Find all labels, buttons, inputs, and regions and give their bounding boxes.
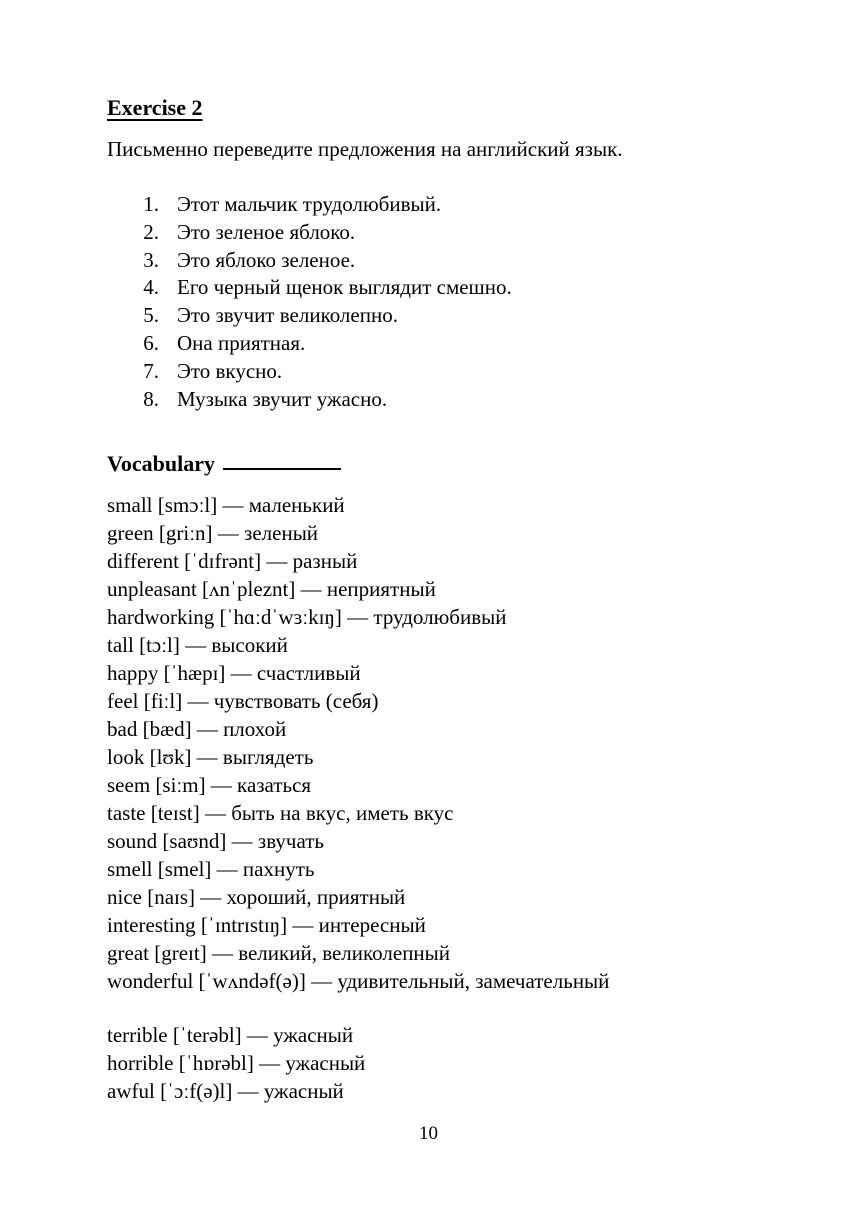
list-item: 5. Это звучит великолепно. [143, 303, 398, 328]
vocabulary-entry: look [lʊk] — выглядеть [107, 745, 314, 769]
vocabulary-entry: green [griːn] — зеленый [107, 521, 319, 545]
list-item: 6. Она приятная. [143, 330, 306, 355]
vocabulary-entry: terrible [ˈterəbl] — ужасный [107, 1023, 354, 1047]
list-item: 2. Это зеленое яблоко. [143, 219, 356, 244]
vocabulary-entry: nice [naɪs] — хороший, приятный [107, 885, 406, 909]
vocabulary-entry: smell [smel] — пахнуть [107, 857, 315, 881]
vocabulary-entry: taste [teɪst] — быть на вкус, иметь вкус [107, 801, 454, 825]
vocabulary-entry: wonderful [ˈwʌndəf(ə)] — удивительный, замечательный [107, 969, 610, 993]
vocabulary-list-2 [107, 1021, 365, 1105]
vocabulary-entry: interesting [ˈɪntrɪstɪŋ] — интересный [107, 913, 426, 937]
list-item: 3. Это яблоко зеленое. [143, 247, 356, 272]
vocabulary-list [107, 491, 609, 995]
vocabulary-entry: sound [saʊnd] — звучать [107, 829, 325, 853]
vocabulary-entry: horrible [ˈhɒrəbl] — ужасный [107, 1051, 366, 1075]
vocabulary-entry: seem [siːm] — казаться [107, 773, 312, 797]
page-number: 10 [419, 1123, 438, 1144]
vocabulary-title: Vocabulary [107, 450, 341, 478]
vocabulary-entry: tall [tɔːl] — высокий [107, 633, 288, 657]
vocabulary-entry: bad [bæd] — плохой [107, 717, 287, 741]
vocabulary-entry: happy [ˈhæpɪ] — счастливый [107, 661, 361, 685]
list-item: 8. Музыка звучит ужасно. [143, 386, 388, 411]
vocabulary-entry: awful [ˈɔːf(ə)l] — ужасный [107, 1079, 344, 1103]
vocabulary-underline-rule [223, 467, 341, 470]
exercise-title: Exercise 2 [107, 95, 203, 120]
exercise-instruction: Письменно переведите предложения на английский язык. [107, 137, 623, 161]
vocabulary-entry: small [smɔːl] — маленький [107, 493, 345, 517]
list-item: 4. Его черный щенок выглядит смешно. [143, 275, 512, 300]
vocabulary-entry: different [ˈdɪfrənt] — разный [107, 549, 358, 573]
vocabulary-entry: feel [fiːl] — чувствовать (себя) [107, 689, 379, 713]
list-item: 7. Это вкусно. [143, 358, 283, 383]
vocabulary-entry: hardworking [ˈhɑːdˈwɜːkɪŋ] — трудолюбивый [107, 605, 507, 629]
vocabulary-entry: unpleasant [ʌnˈpleznt] — неприятный [107, 577, 436, 601]
list-item: 1. Этот мальчик трудолюбивый. [143, 192, 442, 216]
vocabulary-entry: great [greɪt] — великий, великолепный [107, 941, 451, 965]
sentence-list [107, 191, 512, 413]
